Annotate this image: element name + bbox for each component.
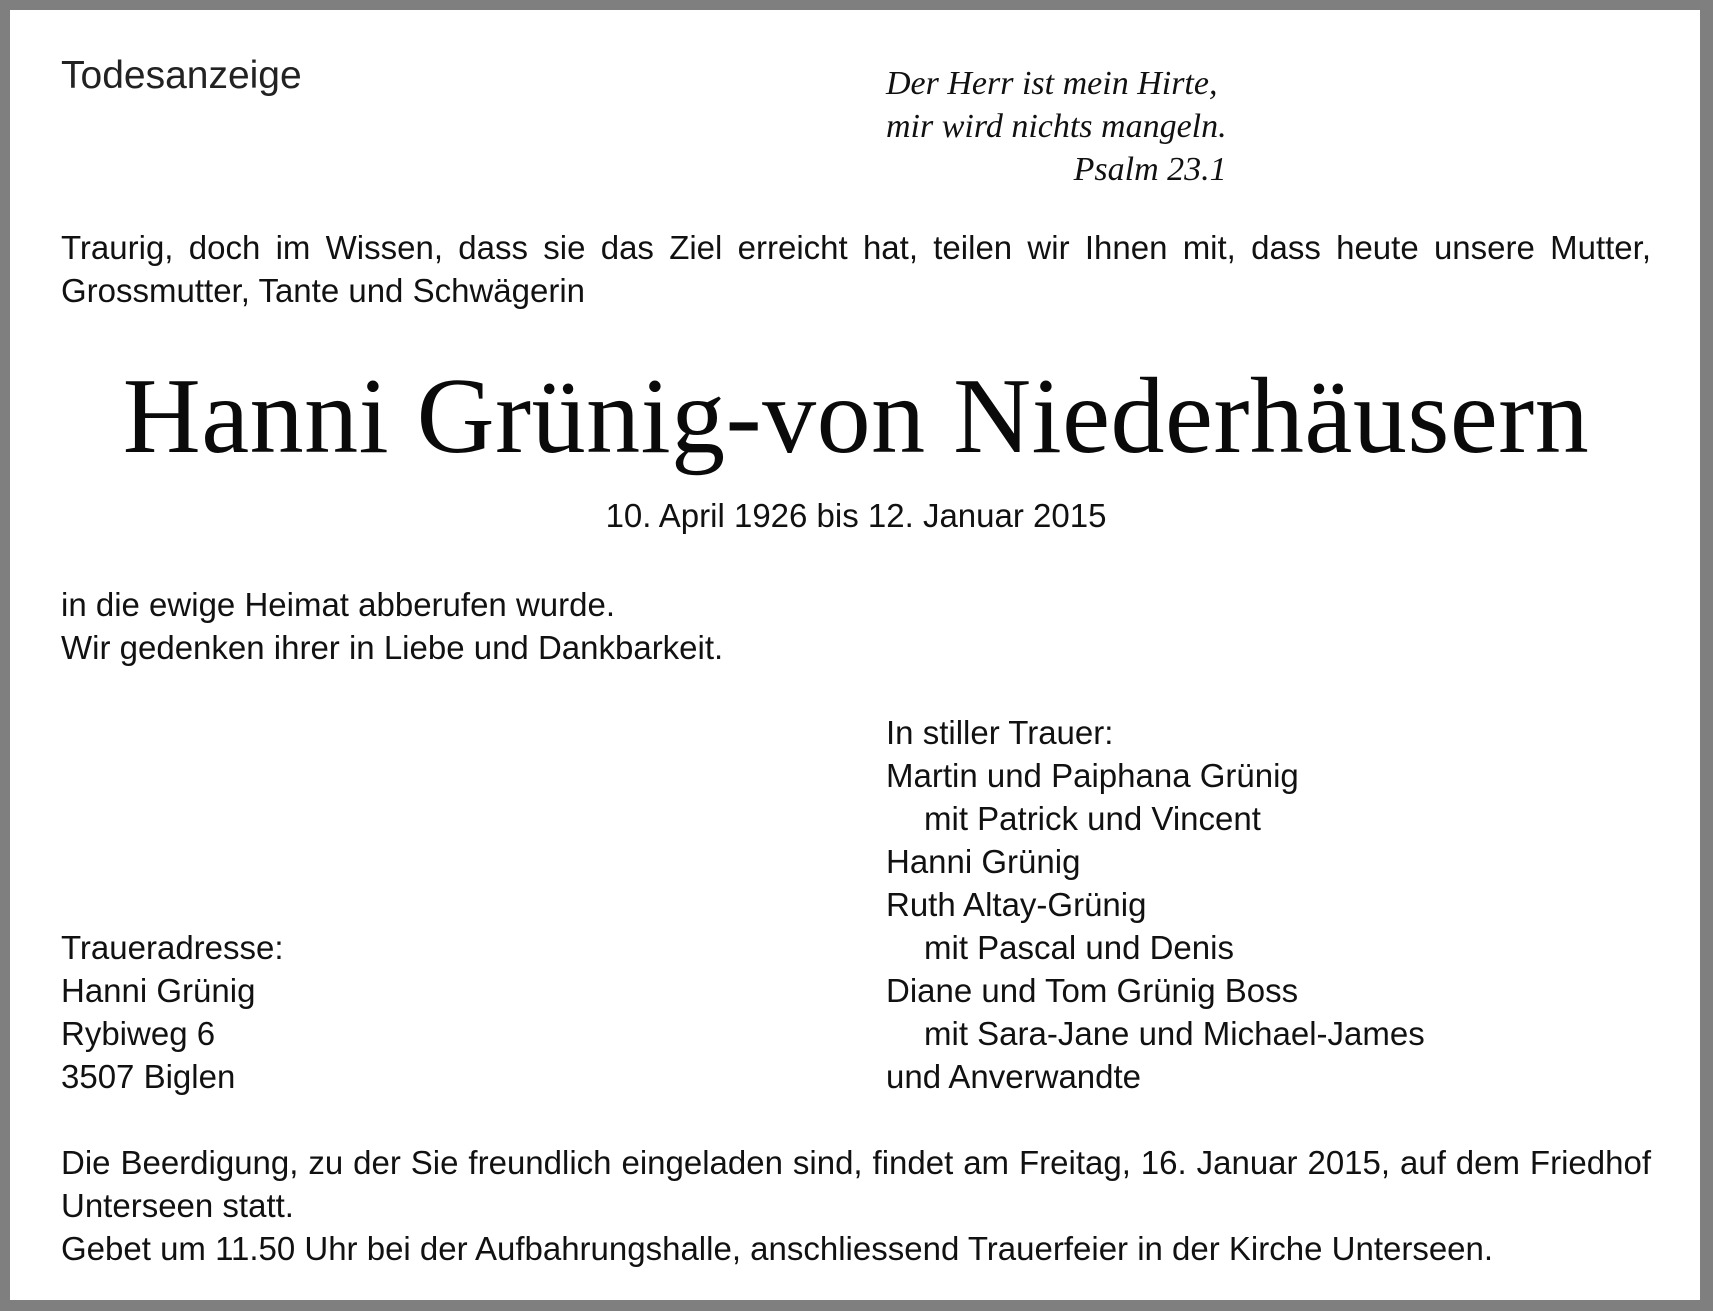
mourner-line: mit Pascal und Denis [924, 929, 1234, 966]
intro-text [61, 226, 1651, 312]
remembrance-line-1: in die ewige Heimat abberufen wurde. [61, 586, 615, 623]
deceased-name: Hanni Grünig-von Niederhäusern [122, 357, 1590, 476]
verse-line-2: mir wird nichts mangeln. [886, 108, 1227, 145]
psalm-verse [886, 62, 1227, 191]
address-heading: Traueradresse: [61, 929, 284, 966]
life-dates: 10. April 1926 bis 12. Januar 2015 [605, 497, 1107, 534]
address-name: Hanni Grünig [61, 972, 256, 1009]
intro-line-2: Grossmutter, Tante und Schwägerin [61, 272, 586, 309]
funeral-line-1: Die Beerdigung, zu der Sie freundlich eingeladen sind, findet am Freitag, 16. Januar 2015, auf dem Friedhof [61, 1144, 1651, 1181]
mourner-line: mit Patrick und Vincent [924, 800, 1261, 837]
address-street: Rybiweg 6 [61, 1015, 216, 1052]
verse-line-1: Der Herr ist mein Hirte, [886, 65, 1218, 102]
notice-label: Todesanzeige [61, 54, 302, 97]
mourner-line: Ruth Altay-Grünig [886, 886, 1147, 923]
mourner-line: Martin und Paiphana Grünig [886, 757, 1299, 794]
funeral-line-3: Gebet um 11.50 Uhr bei der Aufbahrungshalle, anschliessend Trauerfeier in der Kirche Unterseen. [61, 1230, 1494, 1267]
mourner-line: Hanni Grünig [886, 843, 1081, 880]
verse-reference: Psalm 23.1 [1073, 151, 1227, 188]
intro-line-1: Traurig, doch im Wissen, dass sie das Ziel erreicht hat, teilen wir Ihnen mit, dass heute unsere Mutter, [61, 229, 1651, 266]
mourner-line: Diane und Tom Grünig Boss [886, 972, 1299, 1009]
death-notice [10, 10, 1700, 1300]
address-city: 3507 Biglen [61, 1058, 236, 1095]
mourner-line: und Anverwandte [886, 1058, 1142, 1095]
mourners-list [886, 711, 1425, 1098]
remembrance-text [61, 583, 723, 669]
funeral-line-2: Unterseen statt. [61, 1187, 294, 1224]
mourners-heading: In stiller Trauer: [886, 714, 1114, 751]
funeral-details [61, 1141, 1651, 1270]
mourner-line: mit Sara-Jane und Michael-James [924, 1015, 1425, 1052]
mourning-address [61, 926, 284, 1098]
remembrance-line-2: Wir gedenken ihrer in Liebe und Dankbarkeit. [61, 629, 724, 666]
